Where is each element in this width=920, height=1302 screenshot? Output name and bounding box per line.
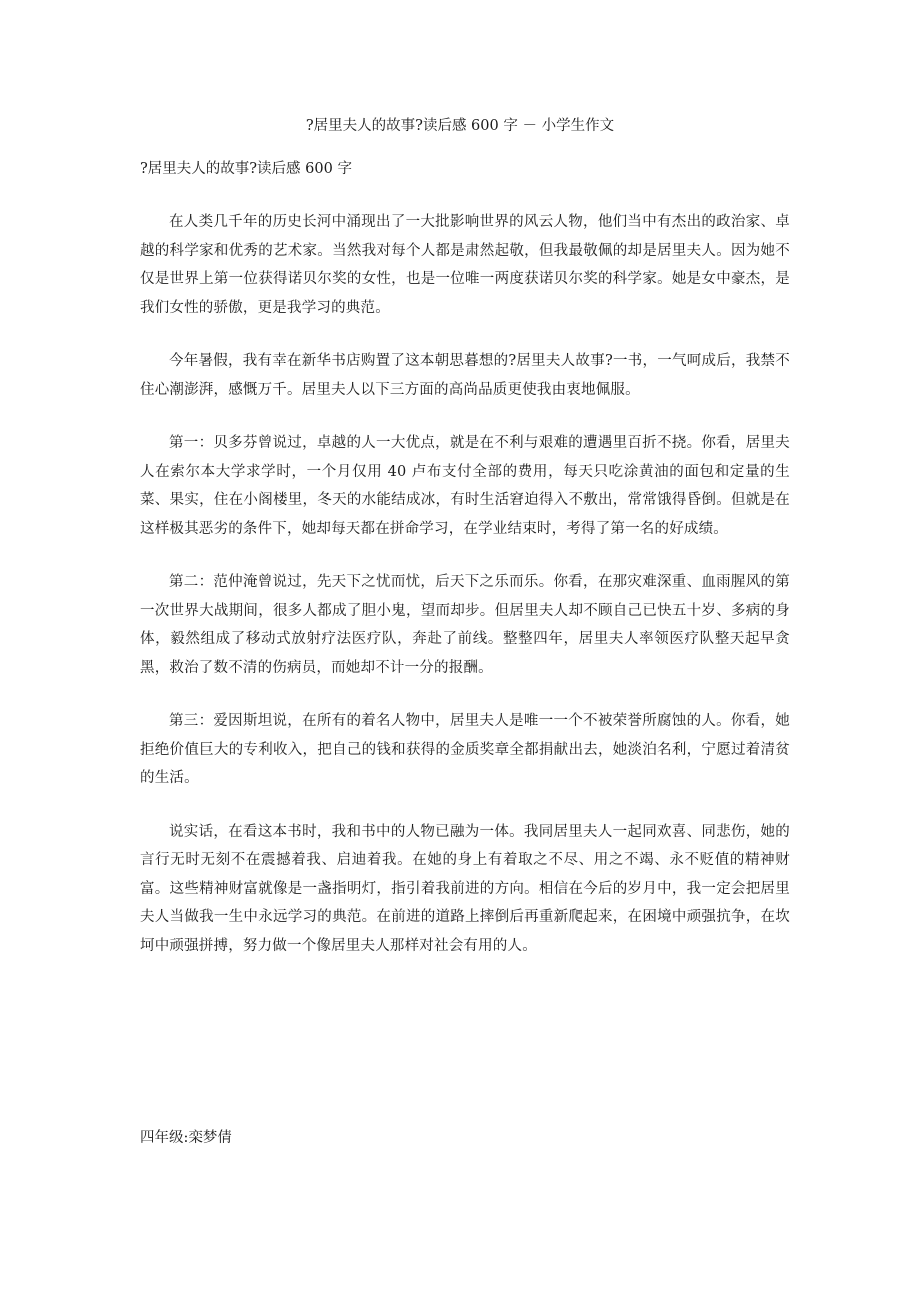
paragraph-second-quality: 第二：范仲淹曾说过，先天下之忧而忧，后天下之乐而乐。你看，在那灾难深重、血雨腥风的第一次世界大战期间，很多人都成了胆小鬼，望而却步。但居里夫人却不顾自己已快五十岁、多病的身体，毅然组成了移动式放射疗法医疗队，奔赴了前线。整整四年，居里夫人率领医疗队整天起早贪黑，救治了数不清的伤病员，而她却不计一分的报酬。 (140, 574, 790, 676)
paragraph-reading: 今年暑假，我有幸在新华书店购置了这本朝思暮想的?居里夫人故事?一书，一气呵成后，我禁不住心潮澎湃，感慨万千。居里夫人以下三方面的高尚品质更使我由衷地佩服。 (140, 353, 790, 398)
essay-body (140, 208, 790, 985)
author-signature: 四年级:栾梦倩 (140, 1130, 232, 1146)
page-title: ?居里夫人的故事?读后感 600 字 － 小学生作文 (305, 118, 615, 134)
essay-title: ?居里夫人的故事?读后感 600 字 (140, 161, 352, 177)
paragraph-third-quality: 第三：爱因斯坦说，在所有的着名人物中，居里夫人是唯一一个不被荣誉所腐蚀的人。你看，她拒绝价值巨大的专利收入，把自己的钱和获得的金质奖章全都捐献出去，她淡泊名利，宁愿过着清贫的生活。 (140, 713, 790, 786)
paragraph-intro: 在人类几千年的历史长河中涌现出了一大批影响世界的风云人物，他们当中有杰出的政治家、卓越的科学家和优秀的艺术家。当然我对每个人都是肃然起敬，但我最敬佩的却是居里夫人。因为她不仅是世界上第一位获得诺贝尔奖的女性，也是一位唯一两度获诺贝尔奖的科学家。她是女中豪杰，是我们女性的骄傲，更是我学习的典范。 (140, 214, 790, 316)
paragraph-conclusion: 说实话，在看这本书时，我和书中的人物已融为一体。我同居里夫人一起同欢喜、同悲伤，她的言行无时无刻不在震撼着我、启迪着我。在她的身上有着取之不尽、用之不竭、永不贬值的精神财富。这些精神财富就像是一盏指明灯，指引着我前进的方向。相信在今后的岁月中，我一定会把居里夫人当做我一生中永远学习的典范。在前进的道路上摔倒后再重新爬起来，在困境中顽强抗争，在坎坷中顽强拼搏，努力做一个像居里夫人那样对社会有用的人。 (140, 823, 790, 954)
paragraph-first-quality: 第一：贝多芬曾说过，卓越的人一大优点，就是在不利与艰难的遭遇里百折不挠。你看，居里夫人在索尔本大学求学时，一个月仅用 40 卢布支付全部的费用，每天只吃涂黄油的面包和定量的生菜、果实，住在小阁楼里，冬天的水能结成冰，有时生活窘迫得入不敷出，常常饿得昏倒。但就是在这样极其恶劣的条件下，她却每天都在拼命学习，在学业结束时，考得了第一名的好成绩。 (140, 435, 790, 537)
